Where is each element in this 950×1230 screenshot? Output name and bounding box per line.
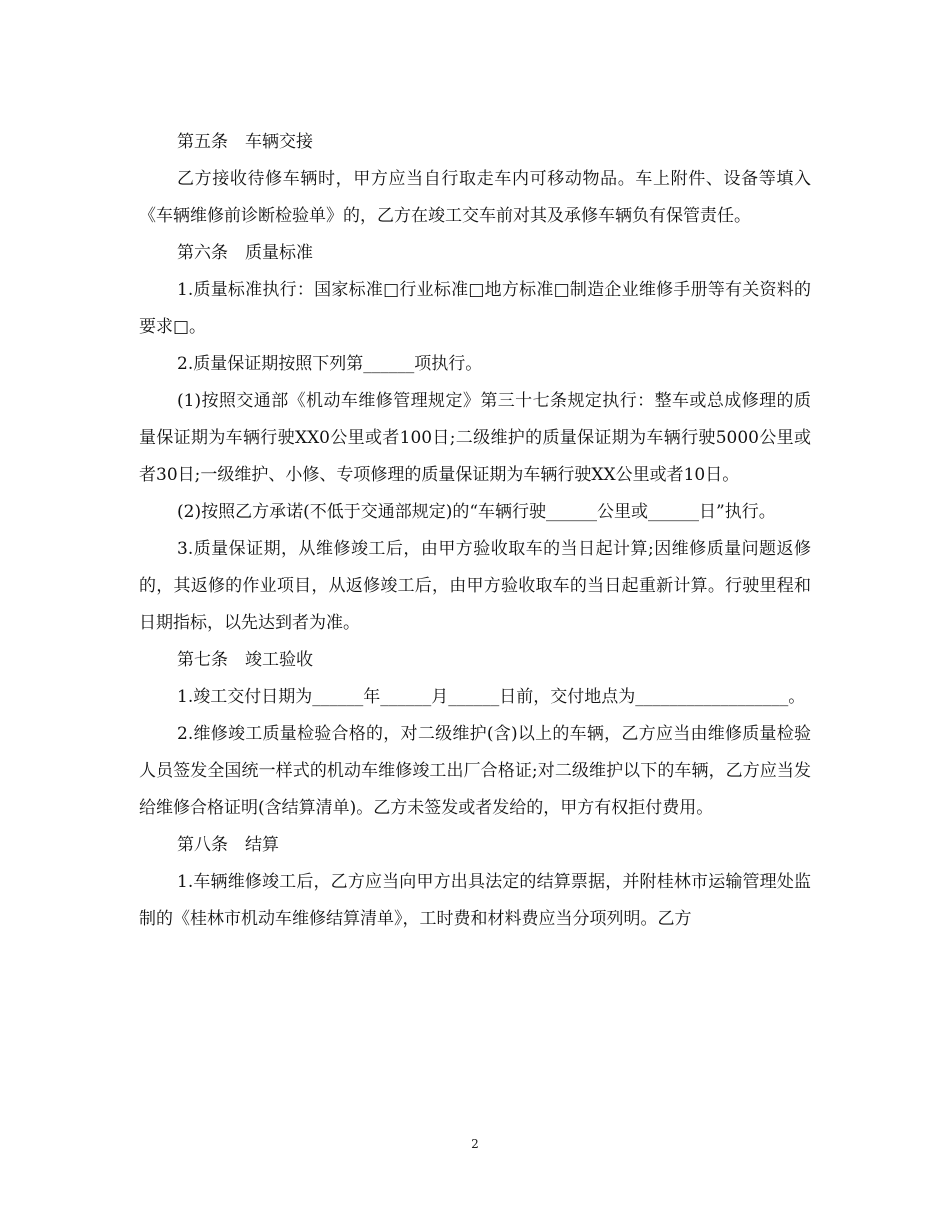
article-7-heading: 第七条 竣工验收 bbox=[177, 650, 313, 670]
article-5-heading: 第五条 车辆交接 bbox=[177, 132, 313, 152]
article-6-heading: 第六条 质量标准 bbox=[177, 243, 313, 263]
quality-standard-clause: 1.质量标准执行：国家标准□行业标准□地方标准□制造企业维修手册等有关资料的要求□。 bbox=[139, 280, 811, 337]
settlement-clause: 1.车辆维修竣工后，乙方应当向甲方出具法定的结算票据，并附桂林市运输管理处监制的《桂林市机动车维修结算清单》，工时费和材料费应当分项列明。乙方 bbox=[139, 872, 811, 929]
warranty-calculation-clause: 3.质量保证期，从维修竣工后，由甲方验收取车的当日起计算;因维修质量问题返修的，其返修的作业项目，从返修竣工后，由甲方验收取车的当日起重新计算。行驶里程和日期指标，以先达到者为准。 bbox=[139, 539, 811, 633]
article-8-heading: 第八条 结算 bbox=[177, 835, 279, 855]
warranty-period-clause: 2.质量保证期按照下列第______项执行。 bbox=[177, 354, 483, 374]
warranty-option-1: (1)按照交通部《机动车维修管理规定》第三十七条规定执行：整车或总成修理的质量保证期为车辆行驶XX0公里或者100日;二级维护的质量保证期为车辆行驶5000公里或者30日;一级维护、小修、专项修理的质量保证期为车辆行驶XX公里或者10日。 bbox=[139, 391, 811, 485]
completion-certificate-clause: 2.维修竣工质量检验合格的，对二级维护(含)以上的车辆，乙方应当由维修质量检验人员签发全国统一样式的机动车维修竣工出厂合格证;对二级维护以下的车辆，乙方应当发给维修合格证明(含结算清单)。乙方未签发或者发给的，甲方有权拒付费用。 bbox=[139, 724, 811, 818]
article-5-paragraph: 乙方接收待修车辆时，甲方应当自行取走车内可移动物品。车上附件、设备等填入《车辆维修前诊断检验单》的，乙方在竣工交车前对其及承修车辆负有保管责任。 bbox=[139, 169, 811, 226]
document-body bbox=[139, 124, 811, 938]
delivery-date-clause: 1.竣工交付日期为______年______月______日前，交付地点为__________________。 bbox=[177, 687, 806, 707]
page-number: 2 bbox=[471, 1137, 479, 1151]
warranty-option-2: (2)按照乙方承诺(不低于交通部规定)的“车辆行驶______公里或______日”执行。 bbox=[177, 502, 776, 522]
